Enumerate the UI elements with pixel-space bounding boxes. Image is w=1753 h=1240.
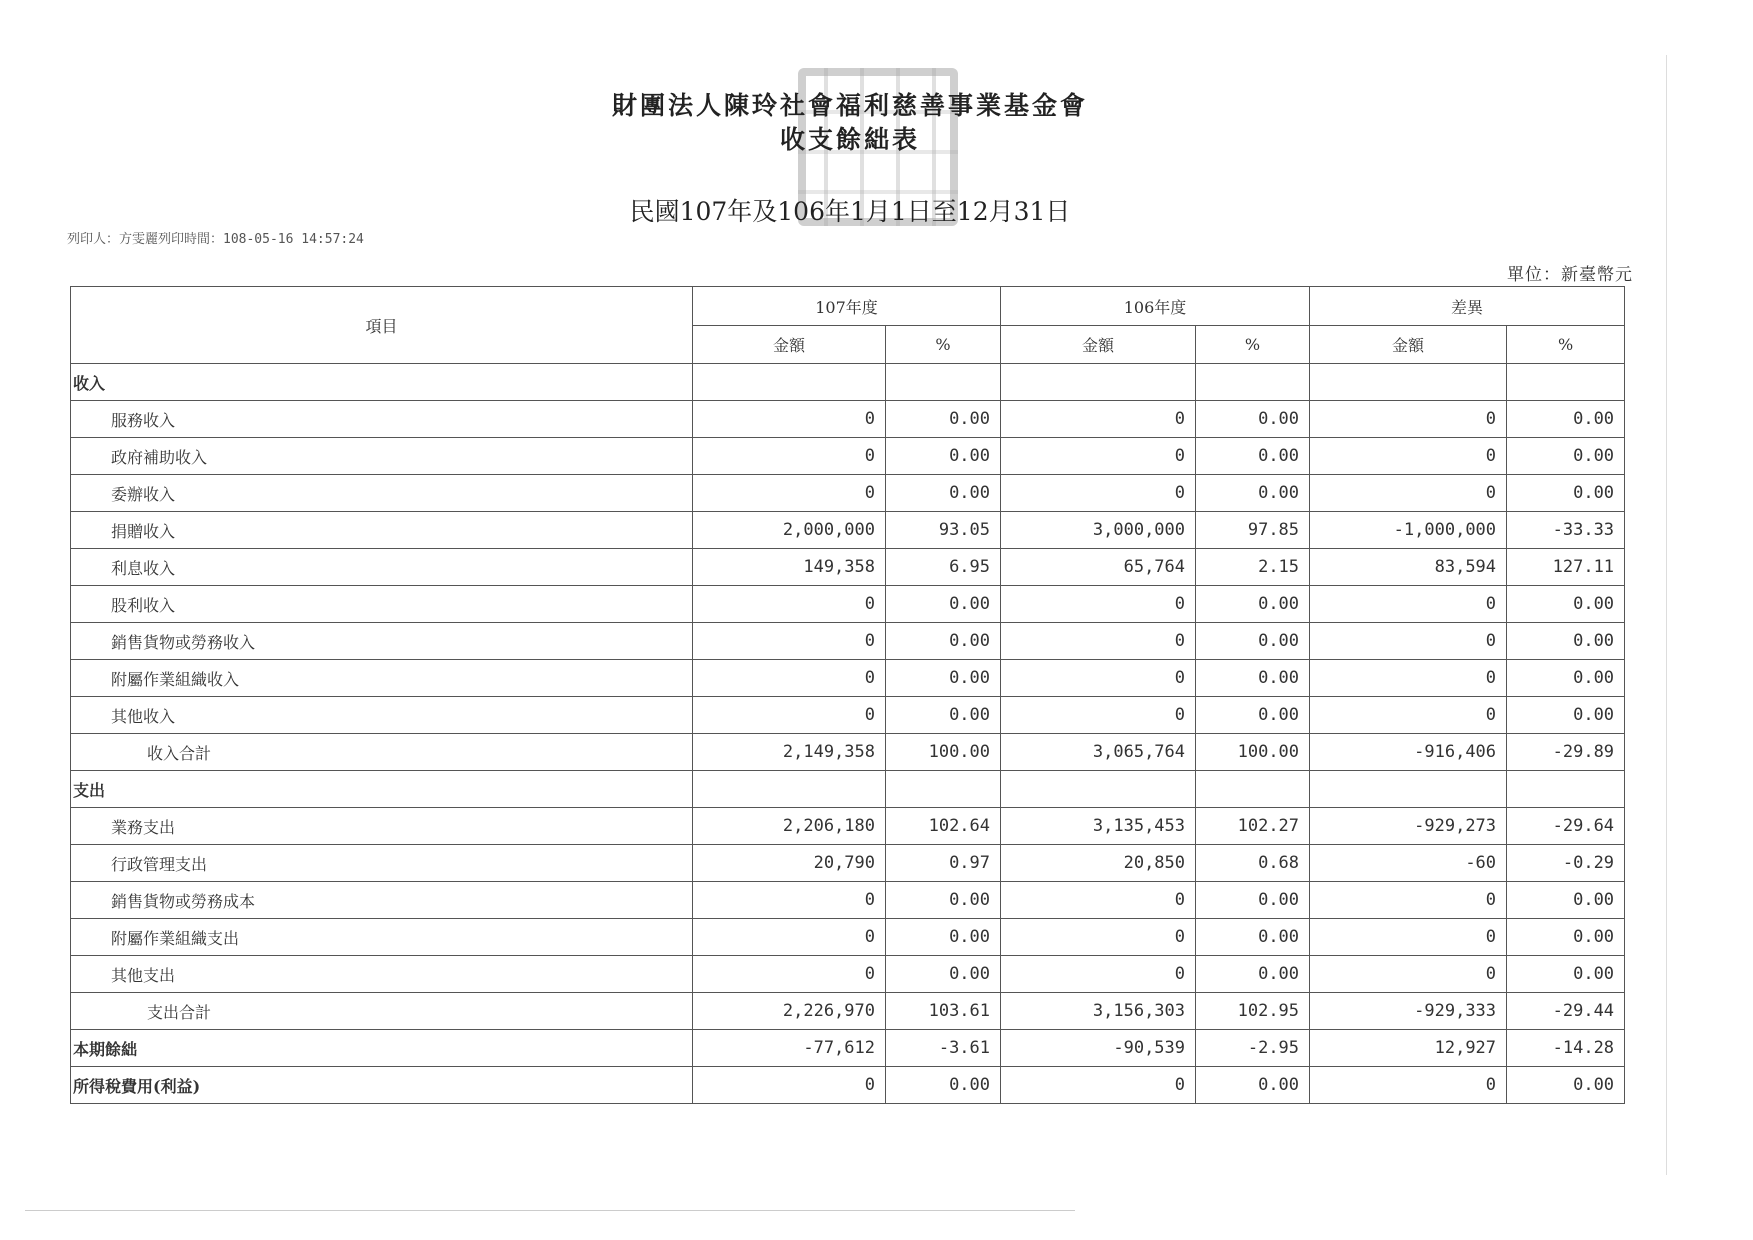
header-item: 項目 (71, 287, 693, 364)
document-title: 收支餘絀表 (779, 125, 920, 154)
cell-percent-diff: 127.11 (1507, 549, 1625, 586)
page-edge-line (1666, 55, 1667, 1175)
print-info: 列印人：方雯麗列印時間：108-05-16 14:57:24 (67, 232, 364, 247)
row-label: 支出合計 (71, 993, 693, 1030)
cell-percent-diff: 0.00 (1507, 475, 1625, 512)
cell-amount-107: 0 (693, 1067, 886, 1104)
cell-amount-107: 0 (693, 438, 886, 475)
cell-percent-107: 0.97 (886, 845, 1001, 882)
cell-percent-diff: -29.44 (1507, 993, 1625, 1030)
cell-percent-106: -2.95 (1196, 1030, 1310, 1067)
row-label: 捐贈收入 (71, 512, 693, 549)
cell-percent-diff: -29.64 (1507, 808, 1625, 845)
cell-amount-107: 0 (693, 623, 886, 660)
row-label: 業務支出 (71, 808, 693, 845)
cell-percent-106: 0.00 (1196, 586, 1310, 623)
cell-percent-107: 102.64 (886, 808, 1001, 845)
cell-amount-106: 3,000,000 (1001, 512, 1196, 549)
cell-percent-diff: 0.00 (1507, 660, 1625, 697)
cell-amount-106: 0 (1001, 438, 1196, 475)
cell-percent-107: 0.00 (886, 660, 1001, 697)
cell-percent-106: 0.68 (1196, 845, 1310, 882)
cell-amount-106: 0 (1001, 919, 1196, 956)
cell-amount-diff: 0 (1310, 401, 1507, 438)
cell-percent-107: 0.00 (886, 401, 1001, 438)
cell-percent-107: 0.00 (886, 919, 1001, 956)
cell-percent-106: 100.00 (1196, 734, 1310, 771)
cell-percent-107: 0.00 (886, 697, 1001, 734)
cell-percent-107: 0.00 (886, 1067, 1001, 1104)
cell-percent-diff: -0.29 (1507, 845, 1625, 882)
row-label: 支出 (71, 771, 693, 808)
table-row (71, 1030, 1625, 1067)
cell-amount-106: 0 (1001, 956, 1196, 993)
cell-amount-106: 0 (1001, 882, 1196, 919)
cell-amount-diff: 83,594 (1310, 549, 1507, 586)
cell-percent-diff: -29.89 (1507, 734, 1625, 771)
header-year-107: 107年度 (693, 287, 1001, 326)
row-label: 銷售貨物或勞務成本 (71, 882, 693, 919)
reporting-period: 民國107年及106年1月1日至12月31日 (629, 197, 1071, 226)
row-label: 服務收入 (71, 401, 693, 438)
row-label: 本期餘絀 (71, 1030, 693, 1067)
cell-percent-106: 97.85 (1196, 512, 1310, 549)
table-row (71, 882, 1625, 919)
cell-amount-107: 20,790 (693, 845, 886, 882)
header-amount: 金額 (1310, 326, 1507, 364)
cell-amount-diff: 0 (1310, 623, 1507, 660)
cell-amount-106: 0 (1001, 401, 1196, 438)
row-label: 收入合計 (71, 734, 693, 771)
cell-percent-diff: 0.00 (1507, 956, 1625, 993)
cell-amount-106: -90,539 (1001, 1030, 1196, 1067)
table-row (71, 438, 1625, 475)
header-amount: 金額 (1001, 326, 1196, 364)
cell-amount-106 (1001, 364, 1196, 401)
cell-percent-diff: 0.00 (1507, 438, 1625, 475)
cell-percent-106: 2.15 (1196, 549, 1310, 586)
page-bottom-line (25, 1210, 1075, 1211)
cell-amount-diff: 12,927 (1310, 1030, 1507, 1067)
cell-amount-106: 0 (1001, 697, 1196, 734)
cell-percent-106: 0.00 (1196, 697, 1310, 734)
row-label: 其他收入 (71, 697, 693, 734)
cell-amount-106: 3,156,303 (1001, 993, 1196, 1030)
cell-percent-107: 0.00 (886, 882, 1001, 919)
cell-amount-106: 0 (1001, 623, 1196, 660)
cell-percent-diff: 0.00 (1507, 697, 1625, 734)
table-row (71, 623, 1625, 660)
cell-amount-diff: 0 (1310, 475, 1507, 512)
cell-percent-106: 0.00 (1196, 438, 1310, 475)
cell-percent-diff (1507, 364, 1625, 401)
table-row (71, 475, 1625, 512)
row-label: 附屬作業組織支出 (71, 919, 693, 956)
cell-amount-106: 20,850 (1001, 845, 1196, 882)
cell-percent-107: 103.61 (886, 993, 1001, 1030)
header-percent: % (886, 326, 1001, 364)
row-label: 政府補助收入 (71, 438, 693, 475)
cell-amount-107: 2,149,358 (693, 734, 886, 771)
cell-percent-107 (886, 364, 1001, 401)
cell-percent-diff: -33.33 (1507, 512, 1625, 549)
row-label: 所得稅費用(利益) (71, 1067, 693, 1104)
cell-percent-diff: 0.00 (1507, 919, 1625, 956)
cell-percent-diff (1507, 771, 1625, 808)
cell-percent-diff: 0.00 (1507, 1067, 1625, 1104)
cell-percent-diff: 0.00 (1507, 401, 1625, 438)
cell-amount-107: 2,000,000 (693, 512, 886, 549)
table-row (71, 697, 1625, 734)
table-row (71, 771, 1625, 808)
table-row (71, 919, 1625, 956)
table-row (71, 660, 1625, 697)
cell-percent-107: 0.00 (886, 438, 1001, 475)
table-row (71, 401, 1625, 438)
organization-name: 財團法人陳玲社會福利慈善事業基金會 (611, 91, 1088, 120)
table-row (71, 364, 1625, 401)
row-label: 其他支出 (71, 956, 693, 993)
table-row (71, 993, 1625, 1030)
cell-amount-107: -77,612 (693, 1030, 886, 1067)
cell-amount-diff: 0 (1310, 697, 1507, 734)
cell-amount-diff: -929,333 (1310, 993, 1507, 1030)
cell-percent-107: 0.00 (886, 586, 1001, 623)
table-row (71, 808, 1625, 845)
cell-percent-106: 0.00 (1196, 401, 1310, 438)
cell-amount-diff: -929,273 (1310, 808, 1507, 845)
cell-percent-diff: 0.00 (1507, 623, 1625, 660)
cell-amount-107: 149,358 (693, 549, 886, 586)
table-row (71, 1067, 1625, 1104)
cell-percent-107: 0.00 (886, 475, 1001, 512)
row-label: 利息收入 (71, 549, 693, 586)
row-label: 行政管理支出 (71, 845, 693, 882)
cell-amount-106: 0 (1001, 660, 1196, 697)
cell-amount-107: 0 (693, 475, 886, 512)
table-header (71, 287, 1625, 364)
cell-amount-diff: 0 (1310, 882, 1507, 919)
row-label: 委辦收入 (71, 475, 693, 512)
cell-percent-106: 0.00 (1196, 882, 1310, 919)
cell-amount-106: 65,764 (1001, 549, 1196, 586)
cell-amount-106: 3,135,453 (1001, 808, 1196, 845)
row-label: 股利收入 (71, 586, 693, 623)
cell-amount-106: 0 (1001, 475, 1196, 512)
income-statement-table (70, 286, 1625, 1104)
cell-percent-106: 0.00 (1196, 1067, 1310, 1104)
cell-percent-107 (886, 771, 1001, 808)
table-row (71, 734, 1625, 771)
header-percent: % (1507, 326, 1625, 364)
header-year-106: 106年度 (1001, 287, 1310, 326)
table-row (71, 845, 1625, 882)
cell-percent-107: 6.95 (886, 549, 1001, 586)
cell-amount-107: 2,226,970 (693, 993, 886, 1030)
cell-percent-107: 0.00 (886, 623, 1001, 660)
cell-percent-106: 102.27 (1196, 808, 1310, 845)
cell-amount-107: 0 (693, 919, 886, 956)
cell-amount-diff (1310, 364, 1507, 401)
cell-amount-107: 0 (693, 401, 886, 438)
cell-percent-106: 0.00 (1196, 956, 1310, 993)
cell-percent-107: 100.00 (886, 734, 1001, 771)
cell-amount-diff: 0 (1310, 1067, 1507, 1104)
cell-percent-106: 102.95 (1196, 993, 1310, 1030)
table-row (71, 586, 1625, 623)
cell-percent-106: 0.00 (1196, 623, 1310, 660)
cell-amount-diff: -60 (1310, 845, 1507, 882)
row-label: 收入 (71, 364, 693, 401)
cell-amount-106: 0 (1001, 586, 1196, 623)
row-label: 銷售貨物或勞務收入 (71, 623, 693, 660)
cell-amount-diff: 0 (1310, 956, 1507, 993)
cell-amount-107: 0 (693, 882, 886, 919)
cell-amount-107: 0 (693, 660, 886, 697)
cell-percent-106: 0.00 (1196, 919, 1310, 956)
cell-amount-107: 0 (693, 586, 886, 623)
cell-amount-107: 0 (693, 697, 886, 734)
cell-amount-diff: -1,000,000 (1310, 512, 1507, 549)
cell-amount-diff (1310, 771, 1507, 808)
cell-percent-107: 0.00 (886, 956, 1001, 993)
cell-percent-106: 0.00 (1196, 475, 1310, 512)
cell-amount-106 (1001, 771, 1196, 808)
table-body (71, 364, 1625, 1104)
header-difference: 差異 (1310, 287, 1625, 326)
cell-percent-diff: -14.28 (1507, 1030, 1625, 1067)
header-amount: 金額 (693, 326, 886, 364)
cell-percent-107: 93.05 (886, 512, 1001, 549)
cell-amount-diff: -916,406 (1310, 734, 1507, 771)
header-percent: % (1196, 326, 1310, 364)
cell-percent-106 (1196, 771, 1310, 808)
cell-amount-diff: 0 (1310, 438, 1507, 475)
cell-percent-diff: 0.00 (1507, 882, 1625, 919)
row-label: 附屬作業組織收入 (71, 660, 693, 697)
cell-percent-106 (1196, 364, 1310, 401)
cell-amount-107 (693, 771, 886, 808)
cell-amount-106: 0 (1001, 1067, 1196, 1104)
cell-amount-107 (693, 364, 886, 401)
table-row (71, 512, 1625, 549)
cell-percent-diff: 0.00 (1507, 586, 1625, 623)
cell-amount-107: 0 (693, 956, 886, 993)
cell-amount-106: 3,065,764 (1001, 734, 1196, 771)
cell-amount-diff: 0 (1310, 586, 1507, 623)
cell-percent-106: 0.00 (1196, 660, 1310, 697)
cell-amount-diff: 0 (1310, 919, 1507, 956)
cell-amount-diff: 0 (1310, 660, 1507, 697)
cell-amount-107: 2,206,180 (693, 808, 886, 845)
table-row (71, 549, 1625, 586)
cell-percent-107: -3.61 (886, 1030, 1001, 1067)
currency-unit: 單位：新臺幣元 (1507, 265, 1633, 285)
table-row (71, 956, 1625, 993)
